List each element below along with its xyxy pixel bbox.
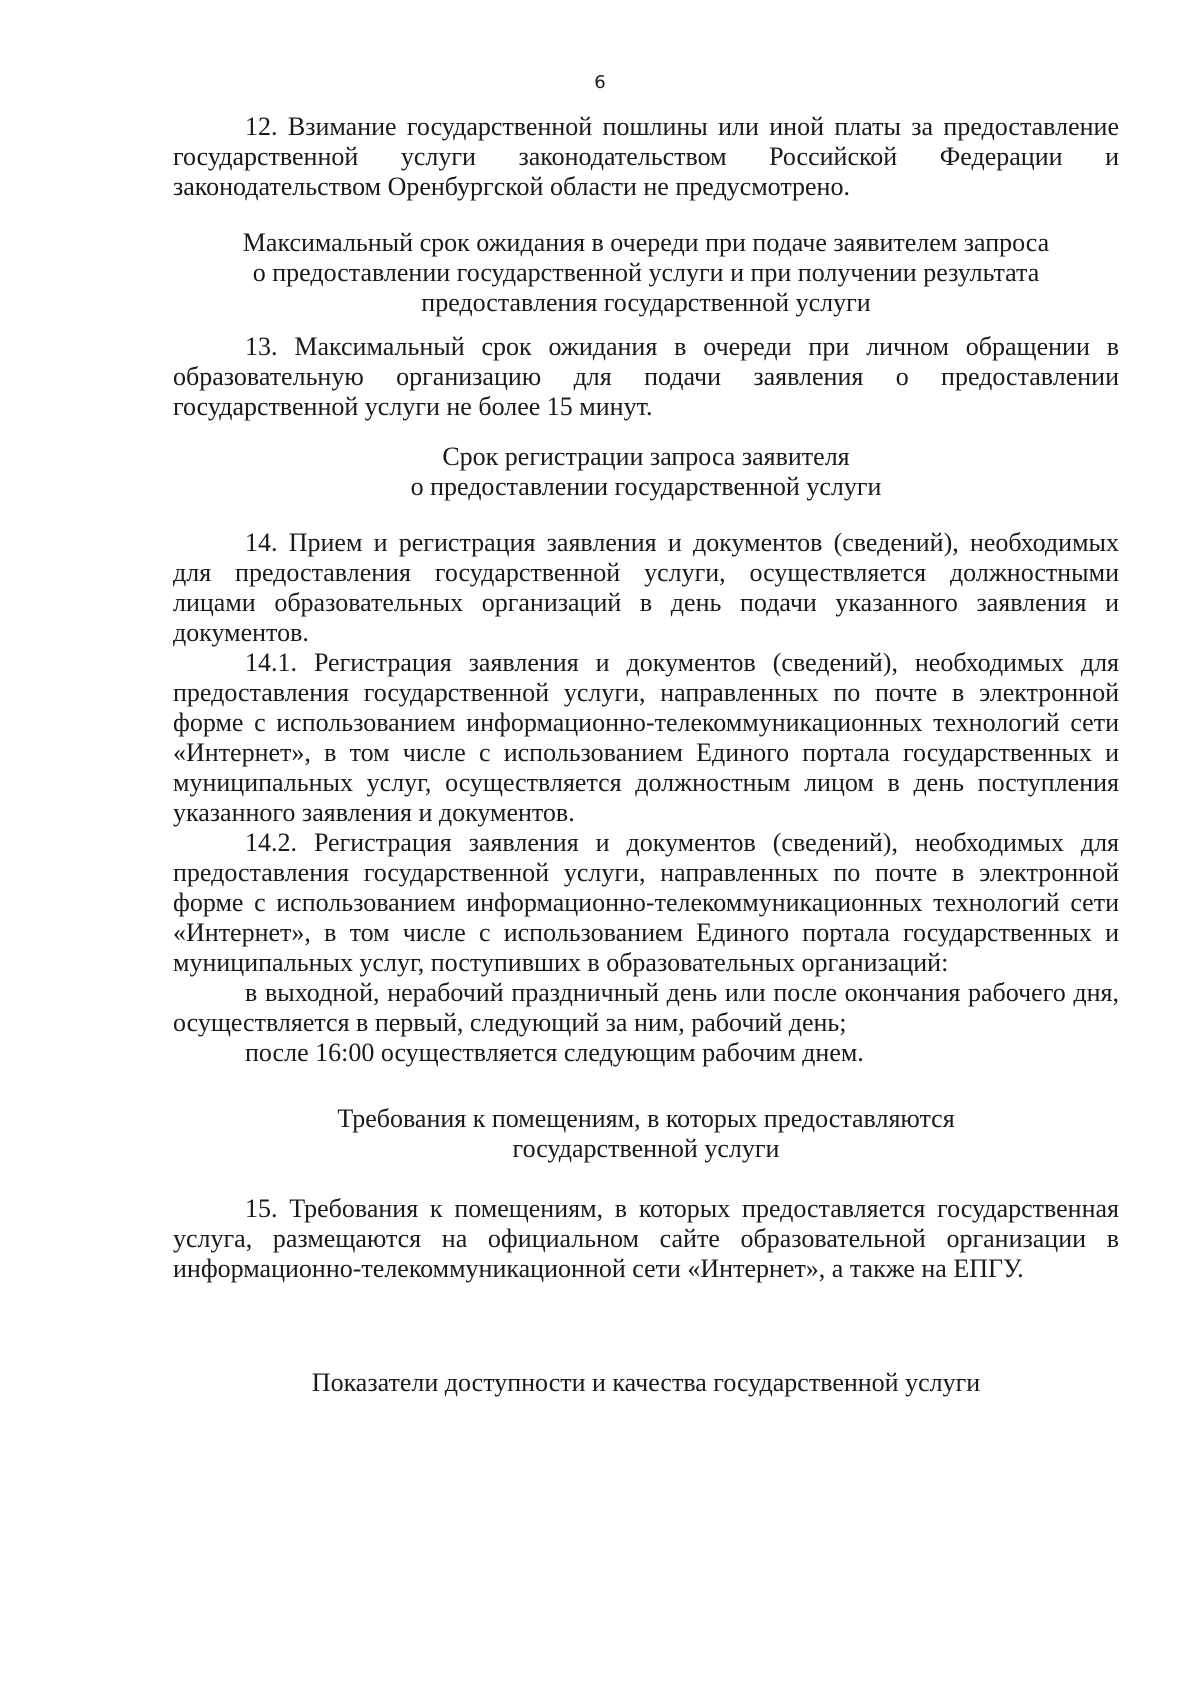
paragraph-14-2-weekend-text: в выходной, нерабочий праздничный день или после окончания рабочего дня, осуществляется в первый, следующий за ним, рабочий день;	[173, 978, 1119, 1037]
paragraph-14-2-text: 14.2. Регистрация заявления и документов (сведений), необходимых для предоставления государственной услуги, направленных по почте в электронной форме с использованием информационно-телекоммуникационных технологий сети «Интернет», в том числе с использованием Единого портала государственных и муниципальных услуг, поступивших в образовательных организаций:	[173, 828, 1119, 977]
heading-line: государственной услуги	[512, 1134, 780, 1163]
heading-premises-requirements	[173, 1104, 1119, 1164]
heading-registration-time	[173, 442, 1119, 502]
paragraph-12	[173, 112, 1119, 202]
heading-line: Срок регистрации запроса заявителя	[442, 442, 850, 471]
paragraph-12-text: 12. Взимание государственной пошлины или иной платы за предоставление государственной услуги законодательством Российской Федерации и законодательством Оренбургской области не предусмотрено.	[173, 112, 1119, 201]
heading-line: Максимальный срок ожидания в очереди при подаче заявителем запроса	[242, 228, 1050, 257]
paragraph-14-text: 14. Прием и регистрация заявления и документов (сведений), необходимых для предоставления государственной услуги, осуществляется должностными лицами образовательных организаций в день подачи указанного заявления и документов.	[173, 528, 1119, 647]
paragraph-14-2-after-hours-text: после 16:00 осуществляется следующим рабочим днем.	[245, 1038, 864, 1067]
paragraph-13	[173, 332, 1119, 422]
heading-line: предоставления государственной услуги	[421, 288, 871, 317]
heading-line: Показатели доступности и качества государственной услуги	[311, 1368, 981, 1397]
heading-availability-indicators	[173, 1368, 1119, 1398]
paragraph-15-text: 15. Требования к помещениям, в которых предоставляется государственная услуга, размещаются на официальном сайте образовательной организации в информационно-телекоммуникационной сети «Интернет», а также на ЕПГУ.	[173, 1194, 1119, 1283]
heading-line: о предоставлении государственной услуги и при получении результата	[252, 258, 1040, 287]
heading-queue-time	[173, 228, 1119, 318]
paragraph-15	[173, 1194, 1119, 1284]
paragraph-14-group	[173, 528, 1119, 1068]
heading-line: Требования к помещениям, в которых предоставляются	[337, 1104, 955, 1133]
paragraph-13-text: 13. Максимальный срок ожидания в очереди при личном обращении в образовательную организацию для подачи заявления о предоставлении государственной услуги не более 15 минут.	[173, 332, 1119, 421]
page-number: 6	[594, 72, 606, 93]
paragraph-14-1-text: 14.1. Регистрация заявления и документов (сведений), необходимых для предоставления государственной услуги, направленных по почте в электронной форме с использованием информационно-телекоммуникационных технологий сети «Интернет», в том числе с использованием Единого портала государственных и муниципальных услуг, осуществляется должностным лицом в день поступления указанного заявления и документов.	[173, 648, 1119, 827]
heading-line: о предоставлении государственной услуги	[410, 472, 882, 501]
